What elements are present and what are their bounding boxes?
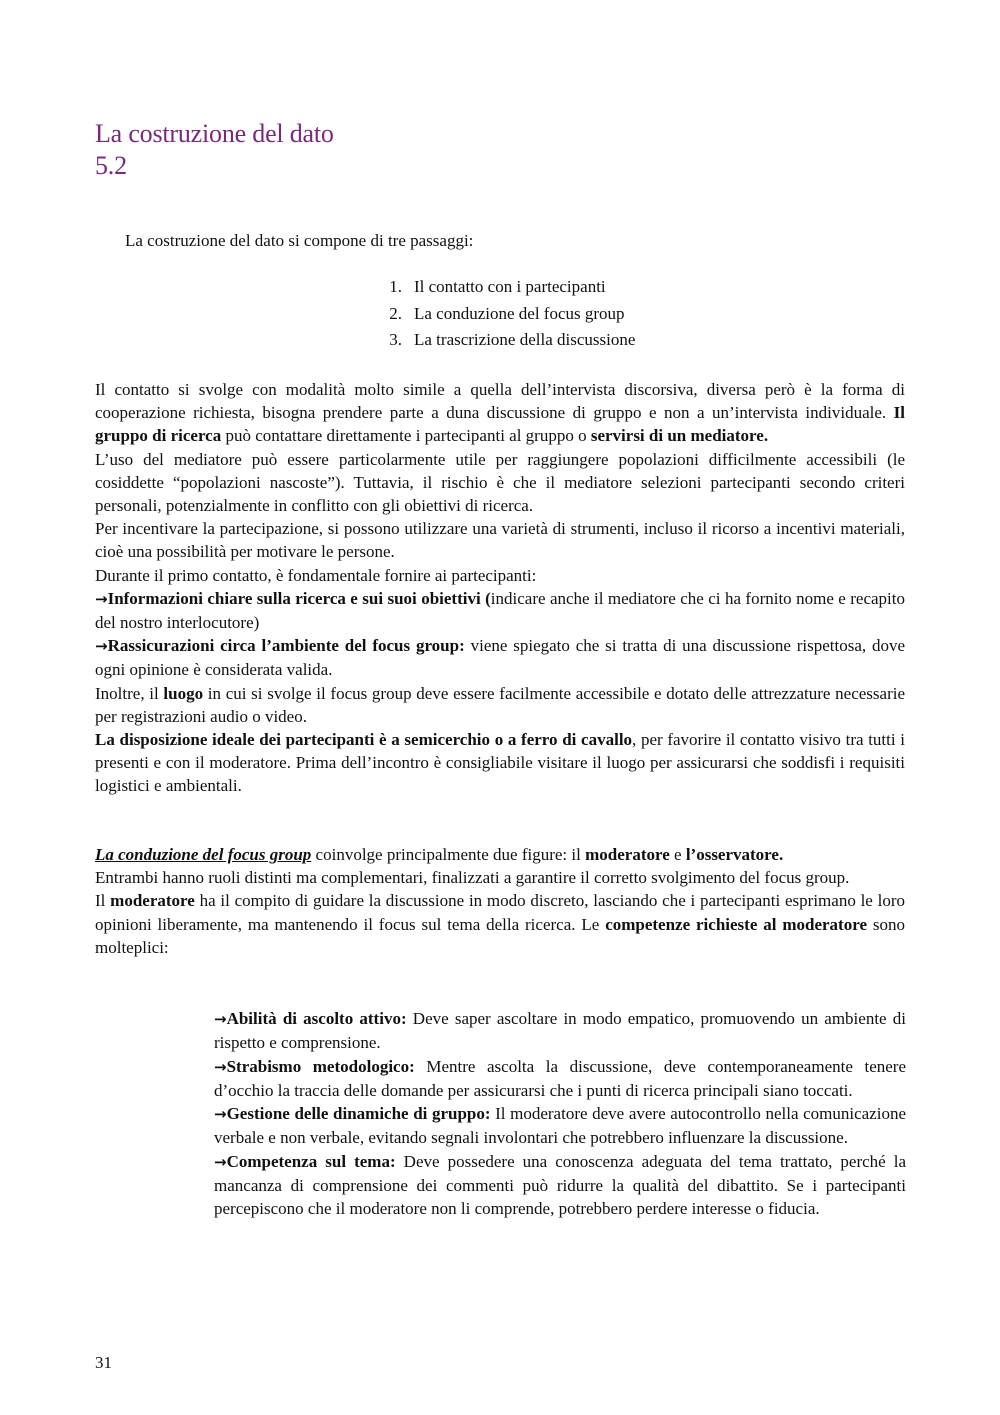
paragraph: Il moderatore ha il compito di guidare la discussione in modo discreto, lasciando che i partecipanti esprimano le loro opinioni liberamente, ma mantenendo il focus sul tema della ricerca. Le competenze richieste al moderatore sono molteplici: (95, 891, 905, 957)
paragraph: La disposizione ideale dei partecipanti è a semicerchio o a ferro di cavallo, per favorire il contatto visivo tra tutti i presenti e con il moderatore. Prima dell’incontro è consigliabile visitare il luogo per assicurarsi che soddisfi i requisiti logistici e ambientali. (95, 730, 905, 796)
skills-list (214, 1007, 906, 1221)
paragraph: →Informazioni chiare sulla ricerca e sui suoi obiettivi (indicare anche il mediatore che ci ha fornito nome e recapito del nostro interlocutore) (95, 588, 905, 633)
list-item: →Abilità di ascolto attivo: Deve saper ascoltare in modo empatico, promuovendo un ambiente di rispetto e comprensione. (214, 1009, 906, 1053)
moderation-section (95, 843, 905, 959)
paragraph: Per incentivare la partecipazione, si possono utilizzare una varietà di strumenti, incluso il ricorso a incentivi materiali, cioè una possibilità per motivare le persone. (95, 519, 905, 562)
paragraph: Entrambi hanno ruoli distinti ma complementari, finalizzati a garantire il corretto svolgimento del focus group. (95, 868, 850, 888)
steps-list (372, 274, 635, 354)
list-item: →Strabismo metodologico: Mentre ascolta la discussione, deve contemporaneamente tenere d’occhio la traccia delle domande per assicurarsi che i punti di ricerca principali siano toccati. (214, 1056, 906, 1100)
list-item: 2. La conduzione del focus group (389, 303, 625, 323)
list-item: 1. Il contatto con i partecipanti (389, 277, 606, 296)
paragraph: Durante il primo contatto, è fondamentale fornire ai partecipanti: (95, 565, 537, 585)
arrow-icon: → (214, 1057, 227, 1076)
arrow-icon: → (214, 1105, 227, 1124)
arrow-icon: → (95, 637, 108, 656)
page-number: 31 (95, 1353, 112, 1372)
arrow-icon: → (214, 1010, 227, 1028)
paragraph: Il contatto si svolge con modalità molto simile a quella dell’intervista discorsiva, diversa però è la forma di cooperazione richiesta, bisogna prendere parte a duna discussione di gruppo e non a un’intervista individuale. Il gruppo di ricerca può contattare direttamente i partecipanti al gruppo o servirsi di un mediatore. (95, 380, 905, 446)
contact-section (95, 378, 905, 798)
list-item: →Gestione delle dinamiche di gruppo: Il moderatore deve avere autocontrollo nella comunicazione verbale e non verbale, evitando segnali involontari che potrebbero influenzare la discussione. (214, 1104, 906, 1148)
list-item: 3. La trascrizione della discussione (389, 330, 636, 349)
list-item: →Competenza sul tema: Deve possedere una conoscenza adeguata del tema trattato, perché la mancanza di comprensione dei commenti può ridurre la qualità del dibattito. Se i partecipanti percepiscono che il moderatore non li comprende, potrebbero perdere interesse o fiducia. (214, 1151, 906, 1219)
heading-number: 5.2 (95, 151, 127, 180)
section-heading (95, 118, 334, 182)
paragraph: Inoltre, il luogo in cui si svolge il focus group deve essere facilmente accessibile e dotato delle attrezzature necessarie per registrazioni audio o video. (95, 683, 905, 726)
intro-text: La costruzione del dato si compone di tre passaggi: (125, 231, 474, 250)
arrow-icon: → (214, 1152, 227, 1171)
arrow-icon: → (95, 589, 108, 608)
heading-title: La costruzione del dato (95, 119, 334, 148)
paragraph: La conduzione del focus group coinvolge principalmente due figure: il moderatore e l’osservatore. (95, 845, 784, 864)
paragraph: →Rassicurazioni circa l’ambiente del focus group: viene spiegato che si tratta di una discussione rispettosa, dove ogni opinione è considerata valida. (95, 636, 906, 680)
paragraph: L’uso del mediatore può essere particolarmente utile per raggiungere popolazioni difficilmente accessibili (le cosiddette “popolazioni nascoste”). Tuttavia, il rischio è che il mediatore selezioni partecipanti secondo criteri personali, potenzialmente in conflitto con gli obiettivi di ricerca. (95, 449, 905, 516)
